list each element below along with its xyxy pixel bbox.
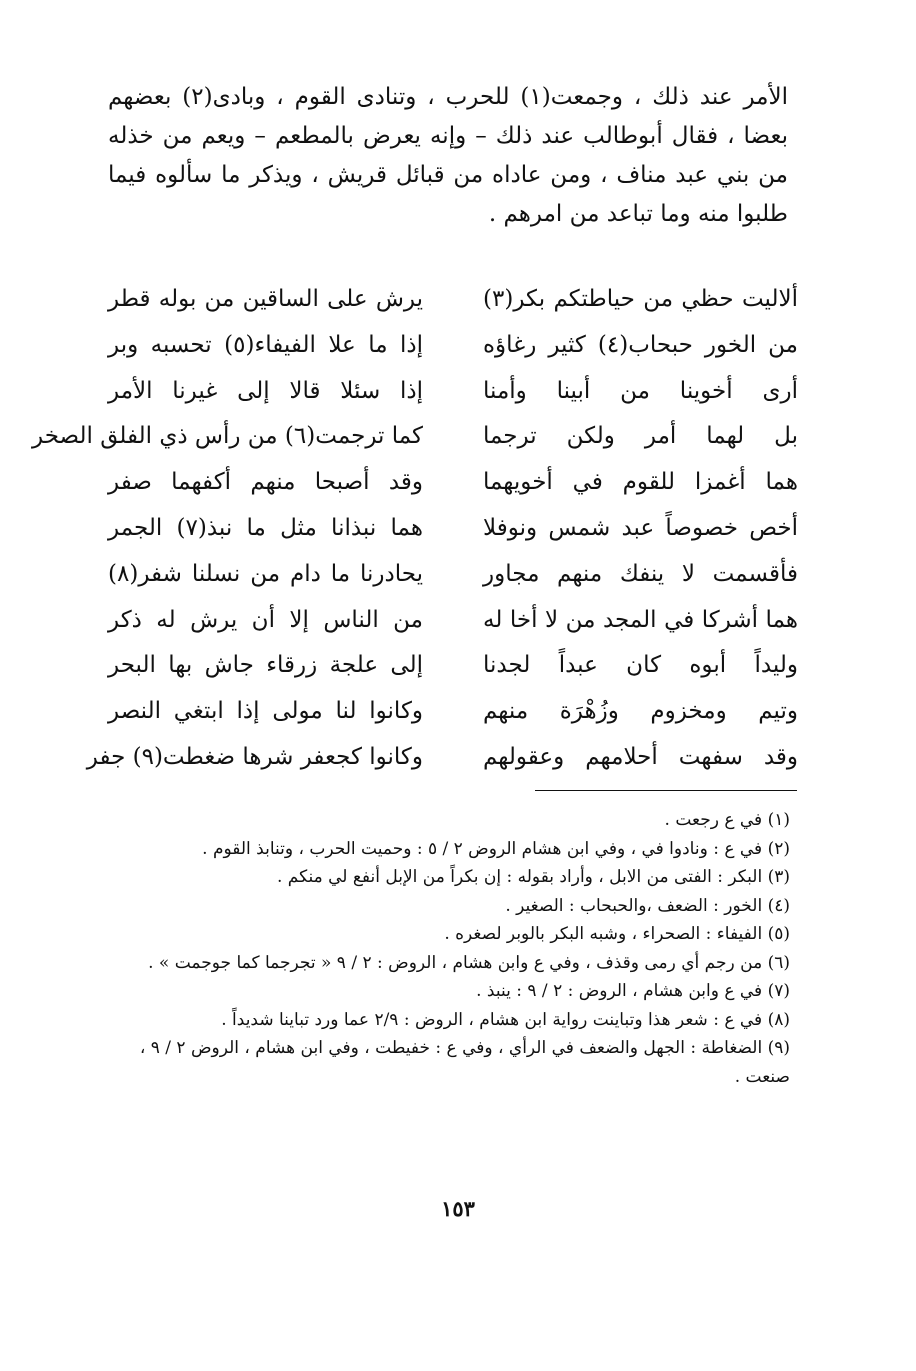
footnote: (٩) الضغاطة : الجهل والضعف في الرأي ، وفي ع : خفيطت ، وفي ابن هشام ، الروض ٢ / ٩ ، صنعت .: [139, 1038, 790, 1087]
page-number: ١٥٣: [441, 1196, 475, 1221]
verse-hemistich: إذا سئلا قالا إلى غيرنا الأمر: [108, 377, 423, 404]
verse-hemistich: وتيم ومخزوم وزُهْرَة منهم: [483, 698, 798, 725]
verse-hemistich: فأقسمت لا ينفك منهم مجاور: [483, 560, 798, 587]
footnote: (٤) الخور : الضعف ،والحبحاب : الصغير .: [505, 895, 790, 916]
verse-hemistich: يحادرنا ما دام من نسلنا شفر(٨): [108, 560, 423, 587]
prose-block: [108, 78, 788, 234]
footnote: (٣) البكر : الفتى من الابل ، وأراد بقوله : إن بكراً من الإبل أنفع لي منكم .: [276, 867, 790, 887]
footnote: (٢) في ع : ونادوا في ، وفي ابن هشام الروض ٢ / ٥ : وحميت الحرب ، وتنابذ القوم .: [202, 838, 790, 859]
verse-hemistich: إلى علجة زرقاء جاش بها البحر: [108, 652, 423, 679]
footnote: (٧) في ع وابن هشام ، الروض : ٢ / ٩ : ينبذ .: [476, 981, 790, 1001]
prose-paragraph: الأمر عند ذلك ، وجمعت(١) للحرب ، وتنادى القوم ، وبادى(٢) بعضهم بعضا ، فقال أبوطالب عند ذلك – وإنه يعرض بالمطعم – ويعم من خذله من بني عبد مناف ، ومن عاداه من قبائل قريش ، ويذكر ما سألوه فيما طلبوا منه وما تباعد من امرهم .: [108, 84, 788, 227]
verse-hemistich: ألاليت حظي من حياطتكم بكر(٣): [483, 286, 798, 312]
verse-hemistich: وقد أصبحا منهم أكفهما صفر: [108, 469, 423, 496]
footnote: (١) في ع رجعت .: [664, 810, 790, 830]
footnote: (٨) في ع : شعر هذا وتباينت رواية ابن هشام ، الروض : ٢/٩ عما ورد تباينا شديداً .: [221, 1009, 790, 1030]
verse-hemistich: هما نبذانا مثل ما نبذ(٧) الجمر: [108, 514, 423, 541]
footnote: (٦) من رجم أي رمى وقذف ، وفي ع وابن هشام ، الروض : ٢ / ٩ « تجرجما كما جوجمت » .: [148, 952, 790, 973]
verse-hemistich: أخص خصوصاً عبد شمس ونوفلا: [483, 514, 798, 541]
verse-hemistich: وليداً أبوه كان عبداً لجدنا: [483, 652, 798, 679]
verse-hemistich: وقد سفهت أحلامهم وعقولهم: [483, 743, 798, 770]
verse-hemistich: بل لهما أمر ولكن ترجما: [483, 423, 798, 450]
verse-hemistich: إذا ما علا الفيفاء(٥) تحسبه وبر: [108, 331, 423, 358]
verse-hemistich: يرش على الساقين من بوله قطر: [108, 286, 423, 312]
verse-hemistich: من الناس إلا أن يرش له ذكر: [108, 606, 423, 633]
poem-right-column: [483, 277, 798, 781]
footnote-divider: [535, 790, 797, 791]
verse-hemistich: وكانوا لنا مولى إذا ابتغي النصر: [108, 698, 423, 725]
poem-left-column: [32, 277, 423, 781]
verse-hemistich: كما ترجمت(٦) من رأس ذي الفلق الصخر: [32, 423, 423, 450]
poem-block: [32, 277, 799, 777]
verse-hemistich: أرى أخوينا من أبينا وأمنا: [483, 377, 798, 404]
verse-hemistich: هما أشركا في المجد من لا أخا له: [483, 606, 798, 633]
footnote: (٥) الفيفاء : الصحراء ، وشبه البكر بالوبر لصغره .: [444, 924, 790, 944]
footnotes: [130, 806, 790, 1091]
verse-hemistich: من الخور حبحاب(٤) كثير رغاؤه: [483, 331, 799, 358]
verse-hemistich: وكانوا كجعفر شرها ضغطت(٩) جفر: [86, 743, 423, 770]
verse-hemistich: هما أغمزا للقوم في أخويهما: [483, 469, 798, 496]
